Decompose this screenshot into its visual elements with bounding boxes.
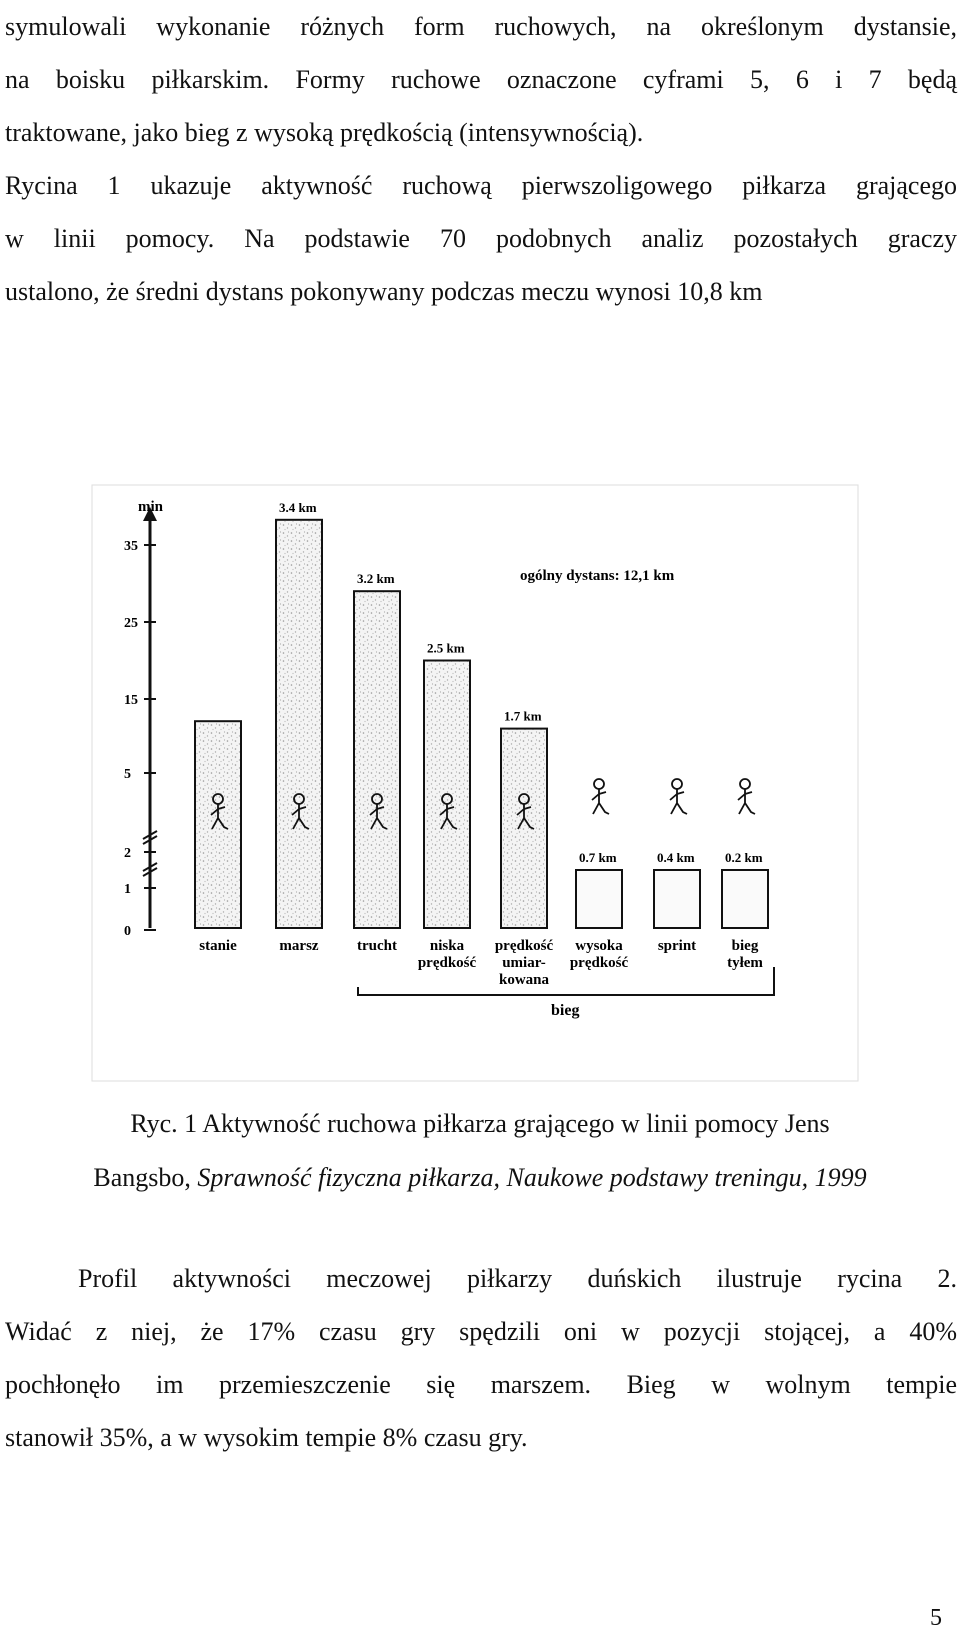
caption-line-2: [0, 1151, 960, 1205]
distance-label: 2.5 km: [427, 640, 465, 656]
category-label: wysoka: [575, 938, 623, 954]
intro-line: na boisku piłkarskim. Formy ruchowe oznaczone cyframi 5, 6 i 7 będą: [5, 65, 957, 94]
distance-label: 0.2 km: [725, 850, 763, 865]
bar-7: [654, 870, 700, 928]
page-number: 5: [930, 1605, 942, 1631]
category-label: stanie: [199, 938, 237, 954]
intro-line: w linii pomocy. Na podstawie 70 podobnych analiz pozostałych graczy: [5, 224, 957, 253]
distance-label: 0.7 km: [579, 850, 617, 865]
bieg-label: bieg: [551, 1002, 580, 1019]
bar-3: [354, 591, 400, 928]
bar-6: [576, 870, 622, 928]
distance-label: 3.4 km: [279, 499, 317, 515]
category-label: trucht: [357, 938, 397, 954]
y-tick-label: 2: [124, 846, 131, 861]
distance-label: 1.7 km: [504, 708, 542, 724]
category-label: umiar-: [502, 955, 546, 971]
category-label: tyłem: [727, 955, 763, 971]
category-label: prędkość: [417, 955, 477, 971]
activity-figure: [90, 483, 860, 1083]
body-line: pochłonęło im przemieszczenie się marszem. Bieg w wolnym tempie: [5, 1370, 957, 1399]
category-label: bieg: [731, 938, 759, 954]
category-label: niska: [429, 938, 465, 954]
y-tick-label: 15: [124, 693, 138, 708]
body-paragraph: [5, 1252, 957, 1464]
caption-line-1: Ryc. 1 Aktywność ruchowa piłkarza grającego w linii pomocy Jens: [130, 1109, 830, 1138]
distance-label: 3.2 km: [357, 571, 395, 587]
intro-paragraph: [5, 0, 957, 318]
category-label: sprint: [657, 938, 697, 954]
total-distance: ogólny dystans: 12,1 km: [520, 568, 675, 584]
body-line: Profil aktywności meczowej piłkarzy duńskich ilustruje rycina 2.: [78, 1264, 957, 1293]
intro-line: ustalono, że średni dystans pokonywany podczas meczu wynosi 10,8 km: [5, 277, 763, 306]
body-line: Widać z niej, że 17% czasu gry spędzili oni w pozycji stojącej, a 40%: [5, 1317, 957, 1346]
y-tick-label: 5: [124, 767, 131, 782]
activity-chart: [90, 483, 860, 1083]
bar-5: [501, 729, 547, 928]
distance-label: 0.4 km: [657, 850, 695, 865]
y-axis-label: min: [138, 499, 164, 515]
bar-8: [722, 870, 768, 928]
y-tick-label: 0: [124, 924, 131, 939]
caption-source: Sprawność fizyczna piłkarza, Naukowe podstawy treningu, 1999: [197, 1163, 867, 1192]
intro-line: Rycina 1 ukazuje aktywność ruchową pierwszoligowego piłkarza grającego: [5, 171, 957, 200]
y-tick-label: 25: [124, 616, 138, 631]
category-label: prędkość: [494, 938, 554, 954]
category-label: kowana: [498, 972, 550, 988]
intro-line: traktowane, jako bieg z wysoką prędkością (intensywnością).: [5, 118, 644, 147]
category-label: marsz: [279, 938, 319, 954]
bar-1: [195, 721, 241, 928]
category-label: prędkość: [569, 955, 629, 971]
y-tick-label: 1: [124, 882, 131, 897]
intro-line: symulowali wykonanie różnych form ruchowych, na określonym dystansie,: [5, 12, 957, 41]
body-line: stanowił 35%, a w wysokim tempie 8% czasu gry.: [5, 1423, 528, 1452]
caption-author: Bangsbo,: [93, 1163, 198, 1192]
bar-2: [276, 520, 322, 928]
y-tick-label: 35: [124, 539, 138, 554]
figure-caption: [0, 1097, 960, 1205]
